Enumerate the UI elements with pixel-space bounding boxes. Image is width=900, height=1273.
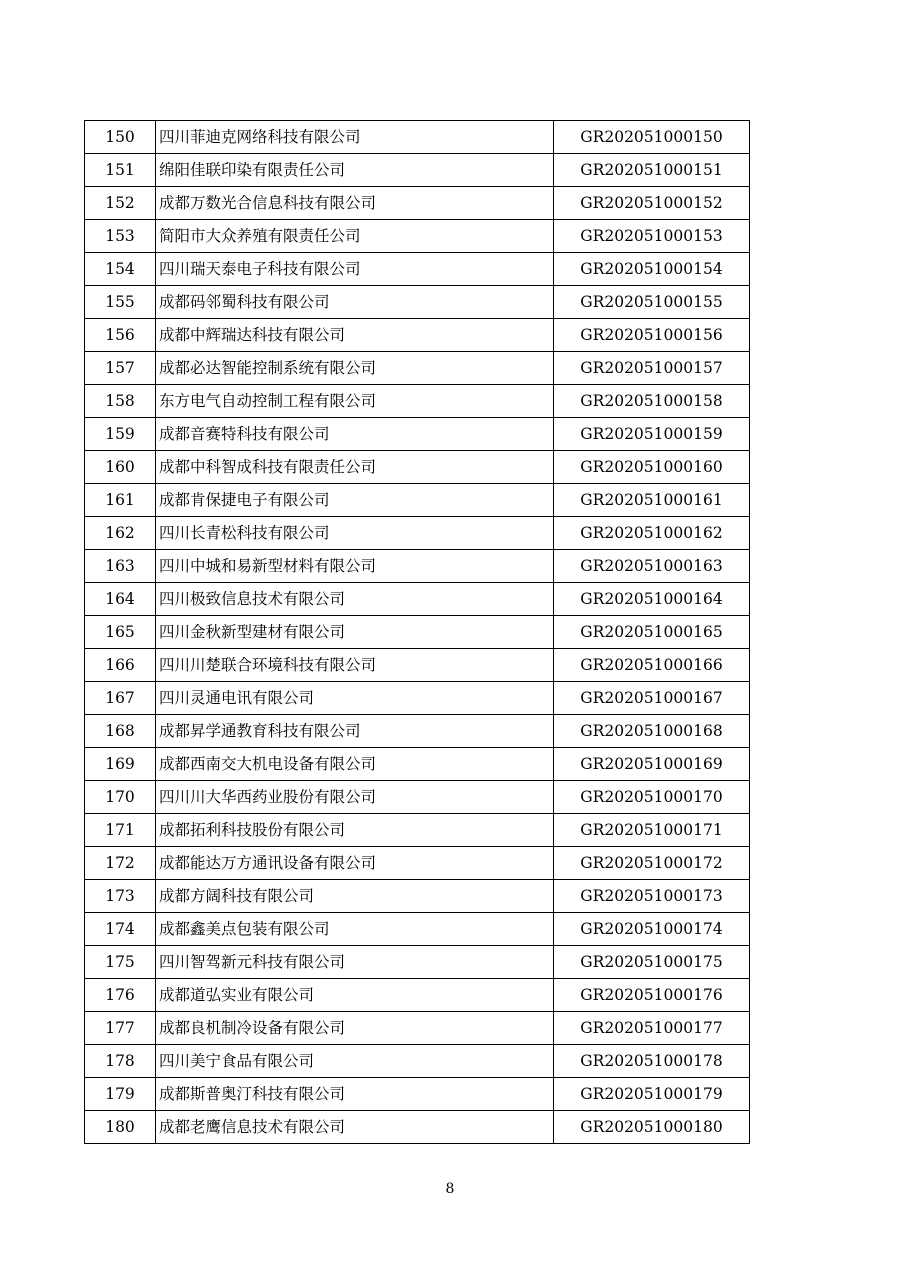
company-name-cell: 四川川楚联合环境科技有限公司 [156, 649, 554, 682]
cert-code-cell: GR202051000170 [554, 781, 750, 814]
table-row [85, 1012, 750, 1045]
company-table-body [85, 121, 750, 1144]
company-name-cell: 成都昇学通教育科技有限公司 [156, 715, 554, 748]
cert-code-cell: GR202051000173 [554, 880, 750, 913]
company-name-cell: 东方电气自动控制工程有限公司 [156, 385, 554, 418]
table-row [85, 715, 750, 748]
cert-code-cell: GR202051000159 [554, 418, 750, 451]
row-number-cell: 169 [85, 748, 156, 781]
cert-code-cell: GR202051000169 [554, 748, 750, 781]
row-number-cell: 160 [85, 451, 156, 484]
company-name-cell: 四川美宁食品有限公司 [156, 1045, 554, 1078]
table-row [85, 451, 750, 484]
company-name-cell: 四川川大华西药业股份有限公司 [156, 781, 554, 814]
cert-code-cell: GR202051000155 [554, 286, 750, 319]
table-row [85, 418, 750, 451]
company-name-cell: 成都斯普奥汀科技有限公司 [156, 1078, 554, 1111]
cert-code-cell: GR202051000158 [554, 385, 750, 418]
row-number-cell: 175 [85, 946, 156, 979]
cert-code-cell: GR202051000171 [554, 814, 750, 847]
table-row [85, 220, 750, 253]
company-name-cell: 成都万数光合信息科技有限公司 [156, 187, 554, 220]
cert-code-cell: GR202051000150 [554, 121, 750, 154]
table-row [85, 913, 750, 946]
table-row [85, 121, 750, 154]
company-table [84, 120, 750, 1144]
row-number-cell: 162 [85, 517, 156, 550]
company-name-cell: 成都能达万方通讯设备有限公司 [156, 847, 554, 880]
company-name-cell: 四川菲迪克网络科技有限公司 [156, 121, 554, 154]
row-number-cell: 179 [85, 1078, 156, 1111]
row-number-cell: 178 [85, 1045, 156, 1078]
company-name-cell: 四川中城和易新型材料有限公司 [156, 550, 554, 583]
row-number-cell: 155 [85, 286, 156, 319]
cert-code-cell: GR202051000152 [554, 187, 750, 220]
company-name-cell: 四川灵通电讯有限公司 [156, 682, 554, 715]
cert-code-cell: GR202051000163 [554, 550, 750, 583]
row-number-cell: 180 [85, 1111, 156, 1144]
table-row [85, 847, 750, 880]
cert-code-cell: GR202051000160 [554, 451, 750, 484]
table-row [85, 1111, 750, 1144]
cert-code-cell: GR202051000168 [554, 715, 750, 748]
cert-code-cell: GR202051000161 [554, 484, 750, 517]
table-row [85, 352, 750, 385]
row-number-cell: 166 [85, 649, 156, 682]
row-number-cell: 168 [85, 715, 156, 748]
cert-code-cell: GR202051000157 [554, 352, 750, 385]
cert-code-cell: GR202051000164 [554, 583, 750, 616]
table-row [85, 748, 750, 781]
table-row [85, 517, 750, 550]
cert-code-cell: GR202051000167 [554, 682, 750, 715]
row-number-cell: 154 [85, 253, 156, 286]
cert-code-cell: GR202051000156 [554, 319, 750, 352]
cert-code-cell: GR202051000176 [554, 979, 750, 1012]
company-name-cell: 成都道弘实业有限公司 [156, 979, 554, 1012]
table-row [85, 154, 750, 187]
table-row [85, 319, 750, 352]
company-name-cell: 成都中辉瑞达科技有限公司 [156, 319, 554, 352]
company-name-cell: 四川极致信息技术有限公司 [156, 583, 554, 616]
cert-code-cell: GR202051000178 [554, 1045, 750, 1078]
cert-code-cell: GR202051000154 [554, 253, 750, 286]
company-name-cell: 四川金秋新型建材有限公司 [156, 616, 554, 649]
company-name-cell: 成都肯保捷电子有限公司 [156, 484, 554, 517]
company-name-cell: 简阳市大众养殖有限责任公司 [156, 220, 554, 253]
table-row [85, 649, 750, 682]
row-number-cell: 177 [85, 1012, 156, 1045]
row-number-cell: 159 [85, 418, 156, 451]
row-number-cell: 161 [85, 484, 156, 517]
company-name-cell: 四川长青松科技有限公司 [156, 517, 554, 550]
row-number-cell: 176 [85, 979, 156, 1012]
table-row [85, 880, 750, 913]
company-name-cell: 成都必达智能控制系统有限公司 [156, 352, 554, 385]
row-number-cell: 156 [85, 319, 156, 352]
table-row [85, 616, 750, 649]
company-name-cell: 成都西南交大机电设备有限公司 [156, 748, 554, 781]
row-number-cell: 151 [85, 154, 156, 187]
cert-code-cell: GR202051000179 [554, 1078, 750, 1111]
table-row [85, 583, 750, 616]
company-name-cell: 成都方阔科技有限公司 [156, 880, 554, 913]
company-name-cell: 成都良机制冷设备有限公司 [156, 1012, 554, 1045]
cert-code-cell: GR202051000177 [554, 1012, 750, 1045]
table-row [85, 1078, 750, 1111]
cert-code-cell: GR202051000166 [554, 649, 750, 682]
row-number-cell: 164 [85, 583, 156, 616]
row-number-cell: 172 [85, 847, 156, 880]
row-number-cell: 170 [85, 781, 156, 814]
company-name-cell: 绵阳佳联印染有限责任公司 [156, 154, 554, 187]
cert-code-cell: GR202051000162 [554, 517, 750, 550]
table-row [85, 550, 750, 583]
table-row [85, 979, 750, 1012]
company-name-cell: 四川智驾新元科技有限公司 [156, 946, 554, 979]
table-row [85, 682, 750, 715]
row-number-cell: 165 [85, 616, 156, 649]
company-name-cell: 成都码邻蜀科技有限公司 [156, 286, 554, 319]
row-number-cell: 152 [85, 187, 156, 220]
company-name-cell: 成都拓利科技股份有限公司 [156, 814, 554, 847]
cert-code-cell: GR202051000180 [554, 1111, 750, 1144]
table-row [85, 1045, 750, 1078]
table-row [85, 385, 750, 418]
cert-code-cell: GR202051000165 [554, 616, 750, 649]
company-name-cell: 成都鑫美点包装有限公司 [156, 913, 554, 946]
table-row [85, 484, 750, 517]
company-name-cell: 成都音赛特科技有限公司 [156, 418, 554, 451]
table-row [85, 814, 750, 847]
cert-code-cell: GR202051000153 [554, 220, 750, 253]
page-number: 8 [445, 1181, 455, 1197]
row-number-cell: 157 [85, 352, 156, 385]
cert-code-cell: GR202051000175 [554, 946, 750, 979]
row-number-cell: 150 [85, 121, 156, 154]
row-number-cell: 173 [85, 880, 156, 913]
row-number-cell: 171 [85, 814, 156, 847]
table-row [85, 187, 750, 220]
company-name-cell: 成都老鹰信息技术有限公司 [156, 1111, 554, 1144]
table-row [85, 781, 750, 814]
row-number-cell: 167 [85, 682, 156, 715]
row-number-cell: 174 [85, 913, 156, 946]
row-number-cell: 163 [85, 550, 156, 583]
table-row [85, 253, 750, 286]
cert-code-cell: GR202051000151 [554, 154, 750, 187]
cert-code-cell: GR202051000172 [554, 847, 750, 880]
table-row [85, 946, 750, 979]
row-number-cell: 158 [85, 385, 156, 418]
company-name-cell: 四川瑞天泰电子科技有限公司 [156, 253, 554, 286]
row-number-cell: 153 [85, 220, 156, 253]
table-row [85, 286, 750, 319]
company-name-cell: 成都中科智成科技有限责任公司 [156, 451, 554, 484]
cert-code-cell: GR202051000174 [554, 913, 750, 946]
